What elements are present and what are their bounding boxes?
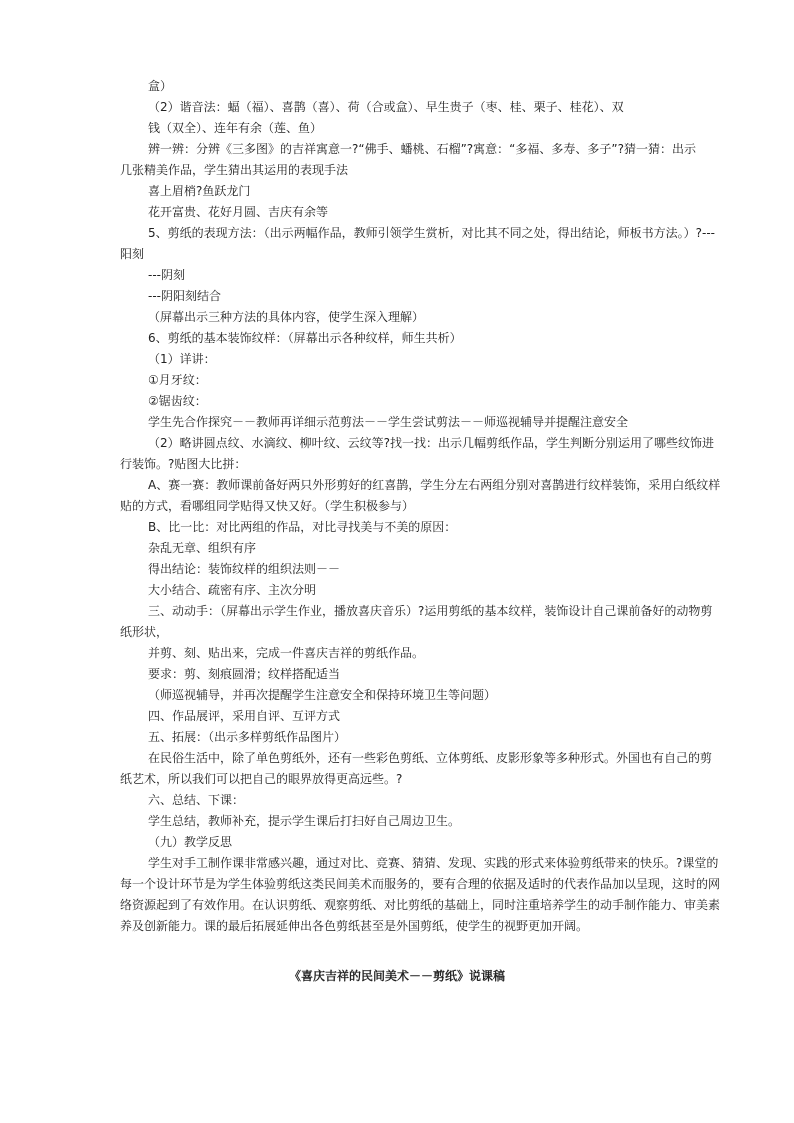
text-line: 杂乱无章、组织有序 xyxy=(148,541,257,555)
text-line: 行装饰。?贴图大比拼： xyxy=(120,457,247,471)
text-line: 5、剪纸的表现方法：（出示两幅作品，教师引领学生赏析，对比其不同之处，得出结论，师板书方法。）?--- xyxy=(148,226,715,240)
text-line: 六、总结、下课： xyxy=(148,793,245,807)
text-line: 贴的方式，看哪组同学贴得又快又好。（学生积极参与） xyxy=(120,499,415,513)
text-line: ---阴阳刻结合 xyxy=(148,289,221,303)
text-line: 养及创新能力。课的最后拓展延伸出各色剪纸甚至是外国剪纸，使学生的视野更加开阔。 xyxy=(120,919,589,933)
text-line: （屏幕出示三种方法的具体内容，使学生深入理解） xyxy=(148,310,425,324)
text-line: 盒） xyxy=(148,79,173,93)
text-line: 学生先合作探究－－教师再详细示范剪法－－学生尝试剪法－－师巡视辅导并提醒注意安全 xyxy=(148,415,629,429)
text-line: 大小结合、疏密有序、主次分明 xyxy=(148,583,317,597)
text-line: 学生总结，教师补充，提示学生课后打扫好自己周边卫生。 xyxy=(148,814,461,828)
text-line: 得出结论：装饰纹样的组织法则－－ xyxy=(148,562,341,576)
text-line: 喜上眉梢?鱼跃龙门 xyxy=(148,184,251,198)
text-line: （九）教学反思 xyxy=(148,835,233,849)
text-line: 四、作品展评，采用自评、互评方式 xyxy=(148,709,341,723)
text-line: 五、拓展：（出示多样剪纸作品图片） xyxy=(148,730,347,744)
text-line: B、比一比：对比两组的作品，对比寻找美与不美的原因： xyxy=(148,520,457,534)
text-line: 三、动动手：（屏幕出示学生作业，播放喜庆音乐）?运用剪纸的基本纹样，装饰设计自己课前备好的动物剪 xyxy=(148,604,713,618)
text-line: 络资源起到了有效作用。在认识剪纸、观察剪纸、对比剪纸的基础上，同时注重培养学生的动手制作能力、审美素 xyxy=(120,898,721,912)
text-line: 几张精美作品，学生猜出其运用的表现手法 xyxy=(120,163,349,177)
text-line: 花开富贵、花好月圆、吉庆有余等 xyxy=(148,205,329,219)
text-line: A、赛一赛：教师课前备好两只外形剪好的红喜鹊，学生分左右两组分别对喜鹊进行纹样装饰，采用白纸纹样 xyxy=(148,478,721,492)
text-line: （1）详讲： xyxy=(148,352,216,366)
text-line: 要求：剪、刻痕圆滑；纹样搭配适当 xyxy=(148,667,341,681)
text-line: 钱（双全）、连年有余（莲、鱼） xyxy=(148,121,323,135)
text-line: ---阴刻 xyxy=(148,268,185,282)
text-line: 在民俗生活中，除了单色剪纸外，还有一些彩色剪纸、立体剪纸、皮影形象等多种形式。外国也有自己的剪 xyxy=(148,751,713,765)
text-line: 辨一辨：分辨《三多图》的吉祥寓意一?“佛手、蟠桃、石榴”?寓意：“多福、多寿、多子”?猜一猜：出示 xyxy=(148,142,696,156)
text-line: 阳刻 xyxy=(120,247,145,261)
document-title: 《喜庆吉祥的民间美术－－剪纸》说课稿 xyxy=(288,969,505,983)
text-line: 学生对手工制作课非常感兴趣，通过对比、竞赛、猜猜、发现、实践的形式来体验剪纸带来的快乐。?课堂的 xyxy=(148,856,719,870)
text-line: ①月牙纹： xyxy=(148,373,207,387)
text-line: ②锯齿纹： xyxy=(148,394,207,408)
text-line: （2）略讲圆点纹、水滴纹、柳叶纹、云纹等?找一找：出示几幅剪纸作品，学生判断分别运用了哪些纹饰进 xyxy=(148,436,715,450)
text-line: 纸形状， xyxy=(120,625,169,639)
text-line: （师巡视辅导，并再次提醒学生注意安全和保持环境卫生等问题） xyxy=(148,688,497,702)
text-line: （2）谐音法：蝠（福）、喜鹊（喜）、荷（合或盒）、早生贵子（枣、桂、栗子、桂花）、双 xyxy=(148,100,624,114)
text-line: 纸艺术，所以我们可以把自己的眼界放得更高远些。? xyxy=(120,772,403,786)
text-line: 并剪、刻、贴出来，完成一件喜庆吉祥的剪纸作品。 xyxy=(148,646,425,660)
text-line: 每一个设计环节是为学生体验剪纸这类民间美术而服务的，要有合理的依据及适时的代表作品加以呈现，这时的网 xyxy=(120,877,721,891)
text-line: 6、剪纸的基本装饰纹样：（屏幕出示各种纹样，师生共析） xyxy=(148,331,462,345)
